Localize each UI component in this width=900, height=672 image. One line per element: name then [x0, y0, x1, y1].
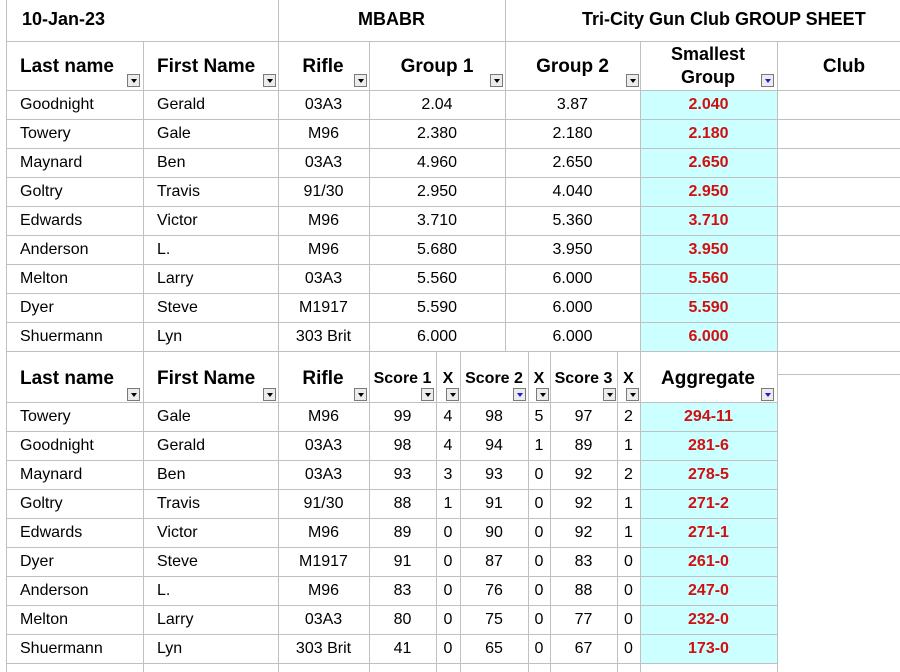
cell-first-name[interactable]: Travis	[157, 495, 200, 512]
cell-x-2[interactable]: 0	[534, 466, 544, 483]
cell-x-2[interactable]: 0	[534, 640, 544, 657]
cell-last-name[interactable]: Shuermann	[20, 328, 103, 345]
filter-dropdown-score-2[interactable]	[513, 388, 526, 401]
cell-first-name[interactable]: Ben	[157, 466, 186, 483]
cell-score-2[interactable]: 90	[485, 524, 503, 541]
cell-score-2[interactable]: 98	[485, 408, 503, 425]
cell-last-name[interactable]: Maynard	[20, 154, 83, 171]
cell-score-3[interactable]: 89	[574, 437, 593, 454]
cell-first-name[interactable]: Victor	[157, 212, 198, 229]
cell-smallest-group[interactable]: 5.560	[640, 264, 777, 293]
grid-line	[6, 634, 777, 635]
cell-last-name[interactable]: Edwards	[20, 212, 83, 229]
cell-x-2[interactable]: 1	[534, 437, 544, 454]
cell-x-2[interactable]: 0	[534, 582, 544, 599]
cell-club[interactable]	[777, 119, 900, 148]
smallest-label-line1: Smallest	[670, 44, 746, 64]
grid-line	[6, 460, 777, 461]
cell-group-1[interactable]: 5.590	[416, 299, 458, 316]
cell-first-name[interactable]: Gale	[157, 408, 191, 425]
cell-x-1[interactable]: 4	[443, 408, 453, 425]
grid-line	[777, 374, 900, 375]
cell-score-3[interactable]: 77	[574, 611, 593, 628]
cell-rifle[interactable]: 03A3	[304, 611, 343, 628]
col-header-rifle-2[interactable]: Rifle	[302, 368, 344, 389]
col-header-x-3[interactable]: X	[623, 370, 634, 387]
cell-rifle[interactable]: M96	[307, 524, 340, 541]
cell-rifle[interactable]: 91/30	[303, 183, 344, 200]
cell-first-name[interactable]: Travis	[157, 183, 200, 200]
cell-x-1[interactable]: 4	[443, 437, 453, 454]
cell-x-2[interactable]: 5	[534, 408, 544, 425]
cell-score-1[interactable]: 83	[393, 582, 412, 599]
grid-line	[6, 402, 777, 403]
cell-score-1[interactable]: 41	[393, 640, 412, 657]
grid-line	[6, 148, 900, 149]
cell-rifle[interactable]: 03A3	[304, 154, 343, 171]
cell-first-name[interactable]: Victor	[157, 524, 198, 541]
cell-first-name[interactable]: L.	[157, 582, 171, 599]
cell-rifle[interactable]: M96	[307, 241, 340, 258]
cell-aggregate[interactable]: 232-0	[640, 605, 777, 634]
cell-aggregate[interactable]: 278-5	[640, 460, 777, 489]
cell-last-name[interactable]: Edwards	[20, 524, 83, 541]
cell-group-2[interactable]: 5.360	[552, 212, 593, 229]
col-header-x-2[interactable]: X	[533, 370, 545, 387]
cell-score-2[interactable]: 93	[485, 466, 503, 483]
cell-first-name[interactable]: Lyn	[157, 328, 183, 345]
cell-aggregate[interactable]: 271-2	[640, 489, 777, 518]
filter-dropdown-x-1[interactable]	[446, 388, 459, 401]
cell-first-name[interactable]: Steve	[157, 299, 198, 316]
cell-score-3[interactable]: 97	[574, 408, 593, 425]
cell-club[interactable]	[777, 264, 900, 293]
col-header-score-1[interactable]: Score 1	[373, 370, 432, 387]
cell-group-2[interactable]: 6.000	[552, 299, 593, 316]
cell-score-3[interactable]: 92	[574, 524, 593, 541]
filter-dropdown-first-name[interactable]	[263, 74, 276, 87]
cell-last-name[interactable]: Goodnight	[20, 96, 94, 113]
cell-first-name[interactable]: Lyn	[157, 640, 183, 657]
cell-smallest-group[interactable]: 2.040	[640, 90, 777, 119]
cell-x-2[interactable]: 0	[534, 553, 544, 570]
col-header-rifle[interactable]: Rifle	[302, 56, 344, 77]
cell-score-2[interactable]: 87	[485, 553, 503, 570]
grid-line	[550, 352, 551, 672]
cell-x-1[interactable]: 1	[443, 495, 453, 512]
cell-rifle[interactable]: 03A3	[304, 466, 343, 483]
cell-smallest-group[interactable]: 2.650	[640, 148, 777, 177]
cell-group-2[interactable]: 3.950	[552, 241, 593, 258]
cell-first-name[interactable]: Larry	[157, 270, 194, 287]
filter-dropdown-rifle-2[interactable]	[354, 388, 367, 401]
cell-first-name[interactable]: Gerald	[157, 96, 206, 113]
cell-aggregate[interactable]: 281-6	[640, 431, 777, 460]
cell-x-3[interactable]: 1	[624, 524, 633, 541]
grid-line	[143, 41, 144, 352]
cell-rifle[interactable]: 03A3	[304, 270, 343, 287]
col-header-club[interactable]: Club	[822, 56, 866, 77]
col-header-first-name[interactable]: First Name	[157, 56, 256, 77]
grid-line	[777, 352, 778, 672]
cell-score-1[interactable]: 93	[393, 466, 412, 483]
cell-score-2[interactable]: 76	[485, 582, 503, 599]
filter-dropdown-rifle[interactable]	[354, 74, 367, 87]
grid-line	[6, 177, 900, 178]
grid-line	[6, 351, 900, 352]
cell-smallest-group[interactable]: 3.710	[640, 206, 777, 235]
cell-first-name[interactable]: Steve	[157, 553, 198, 570]
cell-score-1[interactable]: 99	[393, 408, 412, 425]
filter-dropdown-x-3[interactable]	[626, 388, 639, 401]
cell-rifle[interactable]: M96	[307, 408, 340, 425]
col-header-last-name-2[interactable]: Last name	[20, 368, 114, 389]
cell-score-1[interactable]: 91	[393, 553, 412, 570]
grid-line	[640, 41, 641, 352]
grid-line	[6, 605, 777, 606]
cell-x-2[interactable]: 0	[534, 495, 544, 512]
cell-aggregate[interactable]: 173-0	[640, 634, 777, 663]
cell-first-name[interactable]: Larry	[157, 611, 194, 628]
cell-smallest-group[interactable]: 3.950	[640, 235, 777, 264]
filter-dropdown-first-name-2[interactable]	[263, 388, 276, 401]
cell-smallest-group[interactable]: 2.180	[640, 119, 777, 148]
cell-group-2[interactable]: 2.180	[552, 125, 593, 142]
cell-group-2[interactable]: 4.040	[552, 183, 593, 200]
cell-rifle[interactable]: 303 Brit	[295, 640, 352, 657]
cell-rifle[interactable]: M96	[307, 582, 340, 599]
cell-last-name[interactable]: Dyer	[20, 553, 54, 570]
cell-club[interactable]	[777, 322, 900, 351]
cell-first-name[interactable]: Gerald	[157, 437, 206, 454]
cell-aggregate[interactable]: 261-0	[640, 547, 777, 576]
cell-x-3[interactable]: 0	[624, 553, 633, 570]
cell-last-name[interactable]: Anderson	[20, 582, 89, 599]
cell-last-name[interactable]: Anderson	[20, 241, 89, 258]
cell-group-1[interactable]: 2.380	[416, 125, 458, 142]
cell-aggregate[interactable]: 271-1	[640, 518, 777, 547]
cell-x-3[interactable]: 1	[624, 437, 633, 454]
cell-score-3[interactable]: 83	[574, 553, 593, 570]
cell-last-name[interactable]: Dyer	[20, 299, 54, 316]
grid-line	[528, 352, 529, 672]
cell-rifle[interactable]: 91/30	[303, 495, 344, 512]
cell-group-2[interactable]: 3.87	[556, 96, 589, 113]
cell-score-3[interactable]: 67	[574, 640, 593, 657]
cell-last-name[interactable]: Towery	[20, 408, 71, 425]
sheet-title[interactable]: Tri-City Gun Club GROUP SHEET	[582, 9, 866, 29]
grid-line	[6, 119, 900, 120]
cell-score-1[interactable]: 89	[393, 524, 412, 541]
grid-line	[278, 352, 279, 672]
cell-score-2[interactable]: 75	[485, 611, 503, 628]
grid-line	[369, 41, 370, 352]
cell-x-1[interactable]: 0	[443, 553, 453, 570]
cell-rifle[interactable]: M96	[307, 212, 340, 229]
cell-aggregate[interactable]: 247-0	[640, 576, 777, 605]
cell-group-1[interactable]: 4.960	[416, 154, 458, 171]
cell-club[interactable]	[777, 293, 900, 322]
cell-aggregate[interactable]: 294-11	[640, 402, 777, 431]
sheet-date[interactable]: 10-Jan-23	[22, 9, 106, 29]
cell-score-3[interactable]: 88	[574, 582, 593, 599]
filter-dropdown-aggregate[interactable]	[761, 388, 774, 401]
col-header-smallest-group[interactable]	[640, 43, 776, 89]
grid-line	[278, 0, 279, 352]
cell-last-name[interactable]: Melton	[20, 611, 69, 628]
cell-rifle[interactable]: 03A3	[304, 437, 343, 454]
grid-line	[6, 518, 777, 519]
cell-x-1[interactable]: 3	[443, 466, 453, 483]
cell-score-3[interactable]: 92	[574, 466, 593, 483]
cell-x-1[interactable]: 0	[443, 640, 453, 657]
cell-score-1[interactable]: 98	[393, 437, 412, 454]
cell-club[interactable]	[777, 235, 900, 264]
filter-dropdown-last-name[interactable]	[127, 74, 140, 87]
cell-first-name[interactable]: L.	[157, 241, 171, 258]
grid-line	[6, 90, 900, 91]
cell-smallest-group[interactable]: 5.590	[640, 293, 777, 322]
cell-rifle[interactable]: M1917	[299, 299, 348, 316]
cell-x-3[interactable]: 0	[624, 611, 633, 628]
grid-line	[6, 352, 7, 672]
cell-last-name[interactable]: Towery	[20, 125, 71, 142]
col-header-group-2[interactable]: Group 2	[536, 56, 609, 77]
filter-dropdown-x-2[interactable]	[536, 388, 549, 401]
cell-score-1[interactable]: 80	[393, 611, 412, 628]
cell-x-3[interactable]: 1	[624, 495, 633, 512]
grid-line	[6, 322, 900, 323]
cell-group-1[interactable]: 3.710	[416, 212, 458, 229]
cell-group-1[interactable]: 2.950	[416, 183, 458, 200]
filter-dropdown-score-3[interactable]	[603, 388, 616, 401]
grid-line	[6, 206, 900, 207]
col-header-x-1[interactable]: X	[442, 370, 454, 387]
filter-dropdown-group-2[interactable]	[626, 74, 639, 87]
grid-line	[505, 0, 506, 352]
smallest-label-line2: Group	[681, 67, 735, 87]
filter-dropdown-smallest-group[interactable]	[761, 74, 774, 87]
grid-line	[6, 576, 777, 577]
filter-dropdown-score-1[interactable]	[421, 388, 434, 401]
cell-smallest-group[interactable]: 2.950	[640, 177, 777, 206]
cell-group-1[interactable]: 5.560	[416, 270, 458, 287]
col-header-score-2[interactable]: Score 2	[465, 370, 523, 387]
grid-line	[6, 264, 900, 265]
cell-x-1[interactable]: 0	[443, 611, 453, 628]
filter-dropdown-last-name-2[interactable]	[127, 388, 140, 401]
cell-group-2[interactable]: 6.000	[552, 270, 593, 287]
cell-score-2[interactable]: 91	[485, 495, 503, 512]
cell-group-1[interactable]: 5.680	[416, 241, 458, 258]
grid-line	[617, 352, 618, 672]
grid-line	[777, 41, 778, 352]
grid-line	[6, 547, 777, 548]
cell-rifle[interactable]: 03A3	[304, 96, 343, 113]
grid-line	[369, 352, 370, 672]
cell-x-1[interactable]: 0	[443, 524, 453, 541]
cell-first-name[interactable]: Gale	[157, 125, 191, 142]
cell-x-3[interactable]: 0	[624, 640, 633, 657]
cell-rifle[interactable]: M1917	[299, 553, 348, 570]
cell-last-name[interactable]: Goodnight	[20, 437, 94, 454]
cell-x-2[interactable]: 0	[534, 524, 544, 541]
grid-line	[6, 663, 777, 664]
cell-last-name[interactable]: Goltry	[20, 183, 63, 200]
cell-club[interactable]	[777, 148, 900, 177]
grid-line	[6, 489, 777, 490]
cell-club[interactable]	[777, 177, 900, 206]
grid-line	[6, 293, 900, 294]
col-header-group-1[interactable]: Group 1	[400, 56, 474, 77]
cell-x-1[interactable]: 0	[443, 582, 453, 599]
cell-last-name[interactable]: Goltry	[20, 495, 63, 512]
cell-group-1[interactable]: 2.04	[421, 96, 453, 113]
cell-club[interactable]	[777, 206, 900, 235]
grid-line	[143, 352, 144, 672]
cell-x-2[interactable]: 0	[534, 611, 544, 628]
filter-dropdown-group-1[interactable]	[490, 74, 503, 87]
col-header-aggregate[interactable]: Aggregate	[661, 368, 755, 389]
cell-club[interactable]	[777, 90, 900, 119]
cell-score-1[interactable]: 88	[393, 495, 412, 512]
cell-group-2[interactable]: 6.000	[552, 328, 593, 345]
cell-rifle[interactable]: 303 Brit	[295, 328, 352, 345]
cell-x-3[interactable]: 0	[624, 582, 633, 599]
event-name[interactable]: MBABR	[358, 9, 425, 29]
grid-line	[6, 41, 900, 42]
cell-smallest-group[interactable]: 6.000	[640, 322, 777, 351]
cell-last-name[interactable]: Shuermann	[20, 640, 103, 657]
grid-line	[436, 352, 437, 672]
col-header-first-name-2[interactable]: First Name	[157, 368, 256, 389]
cell-score-2[interactable]: 65	[485, 640, 503, 657]
grid-line	[6, 431, 777, 432]
grid-line	[640, 352, 641, 672]
grid-line	[460, 352, 461, 672]
cell-group-2[interactable]: 2.650	[552, 154, 593, 171]
cell-last-name[interactable]: Maynard	[20, 466, 83, 483]
cell-rifle[interactable]: M96	[307, 125, 340, 142]
cell-x-3[interactable]: 2	[624, 408, 633, 425]
cell-score-3[interactable]: 92	[574, 495, 593, 512]
grid-line	[6, 235, 900, 236]
cell-score-2[interactable]: 94	[485, 437, 503, 454]
grid-line	[6, 0, 7, 352]
col-header-score-3[interactable]: Score 3	[554, 370, 613, 387]
cell-first-name[interactable]: Ben	[157, 154, 186, 171]
cell-group-1[interactable]: 6.000	[416, 328, 458, 345]
col-header-last-name[interactable]: Last name	[20, 56, 114, 77]
cell-last-name[interactable]: Melton	[20, 270, 69, 287]
cell-x-3[interactable]: 2	[624, 466, 633, 483]
